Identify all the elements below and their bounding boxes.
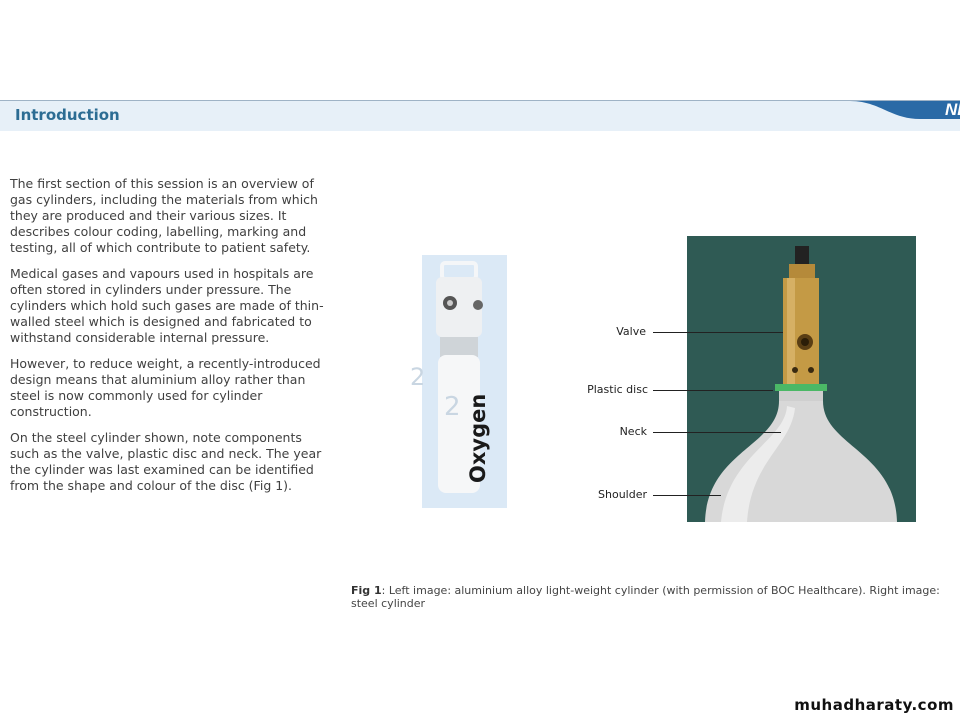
intro-text — [10, 176, 332, 504]
callout-line — [653, 332, 783, 333]
caption-text: : Left image: aluminium alloy light-weight cylinder (with permission of BOC Healthcare). Right image: steel cylinder — [351, 584, 940, 610]
intro-paragraph: The first section of this session is an overview of gas cylinders, including the materials from which they are produced and their various sizes. It describes colour coding, labelling, marking and testing, all of which contribute to patient safety. — [10, 176, 318, 255]
intro-paragraph: However, to reduce weight, a recently-introduced design means that aluminium alloy rather than steel is now commonly used for cylinder construction. — [10, 356, 321, 419]
aluminium-cylinder-image — [410, 255, 507, 508]
caption-label: Fig 1 — [351, 584, 382, 597]
callout-line — [653, 432, 781, 433]
callout-neck: Neck — [619, 425, 647, 438]
callout-valve: Valve — [616, 325, 646, 338]
intro-paragraph: Medical gases and vapours used in hospitals are often stored in cylinders under pressure. The cylinders which hold such gases are made of thin-walled steel which is designed and fabricated to withstand considerable internal pressure. — [10, 266, 324, 345]
svg-text:2: 2 — [444, 392, 461, 422]
brand-logo: NI — [945, 100, 962, 119]
callout-line — [653, 390, 773, 391]
callout-line — [653, 495, 721, 496]
callout-plastic-disc: Plastic disc — [587, 383, 648, 396]
intro-paragraph: On the steel cylinder shown, note components such as the valve, plastic disc and neck. The year the cylinder was last examined can be identified from the shape and colour of the disc (Fig 1). — [10, 430, 322, 493]
figure-caption — [351, 584, 956, 610]
svg-text:2: 2 — [410, 363, 426, 391]
steel-cylinder-image — [687, 236, 916, 522]
oxygen-label: Oxygen — [466, 393, 490, 483]
watermark: muhadharaty.com — [794, 696, 954, 714]
brand-swoosh — [850, 101, 960, 131]
section-header — [0, 100, 960, 131]
page-title: Introduction — [15, 106, 120, 124]
callout-shoulder: Shoulder — [598, 488, 647, 501]
